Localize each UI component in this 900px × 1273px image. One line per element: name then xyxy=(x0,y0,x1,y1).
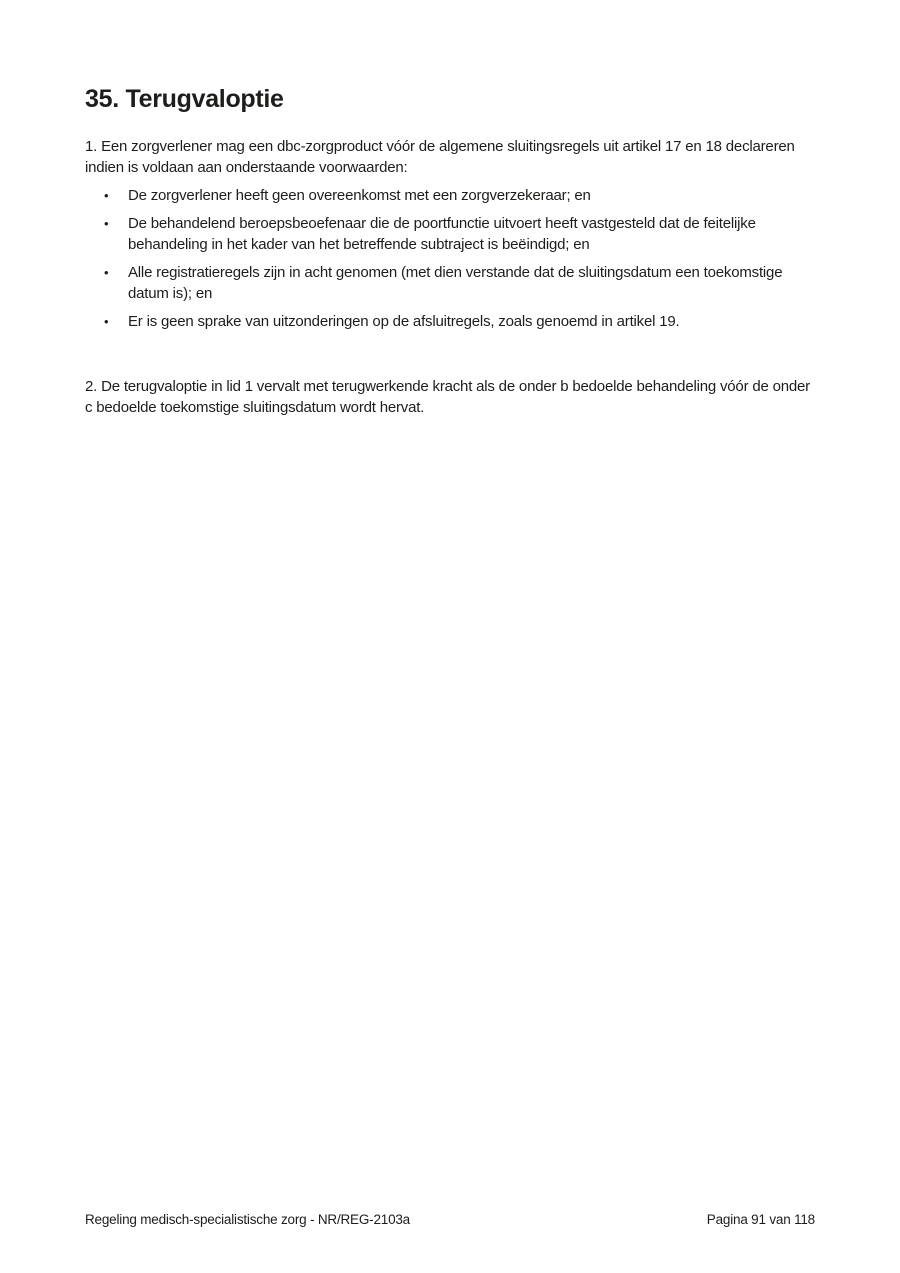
conditions-list xyxy=(85,185,818,332)
footer-page-number: Pagina 91 van 118 xyxy=(706,1212,815,1227)
footer-document-title: Regeling medisch-specialistische zorg - NR/REG-2103a xyxy=(85,1212,410,1227)
paragraph-lid-1: 1. Een zorgverlener mag een dbc-zorgproduct vóór de algemene sluitingsregels uit artikel 17 en 18 declareren indien is voldaan aan onderstaande voorwaarden: xyxy=(85,138,795,176)
paragraph-lid-2: 2. De terugvaloptie in lid 1 vervalt met terugwerkende kracht als de onder b bedoelde behandeling vóór de onder c bedoelde toekomstige sluitingsdatum wordt hervat. xyxy=(85,378,810,416)
list-item-condition-a: • De zorgverlener heeft geen overeenkomst met een zorgverzekeraar; en xyxy=(85,185,818,206)
page-content xyxy=(85,84,818,418)
page-footer xyxy=(85,1211,815,1228)
list-item-condition-d: • Er is geen sprake van uitzonderingen op de afsluitregels, zoals genoemd in artikel 19. xyxy=(85,311,818,332)
list-item-condition-c: • Alle registratieregels zijn in acht genomen (met dien verstande dat de sluitingsdatum een toekomstige datum is); en xyxy=(85,262,818,304)
section-heading: 35. Terugvaloptie xyxy=(85,85,284,113)
list-item-condition-b: • De behandelend beroepsbeoefenaar die de poortfunctie uitvoert heeft vastgesteld dat de feitelijke behandeling in het kader van het betreffende subtraject is beëindigd; en xyxy=(85,213,818,255)
